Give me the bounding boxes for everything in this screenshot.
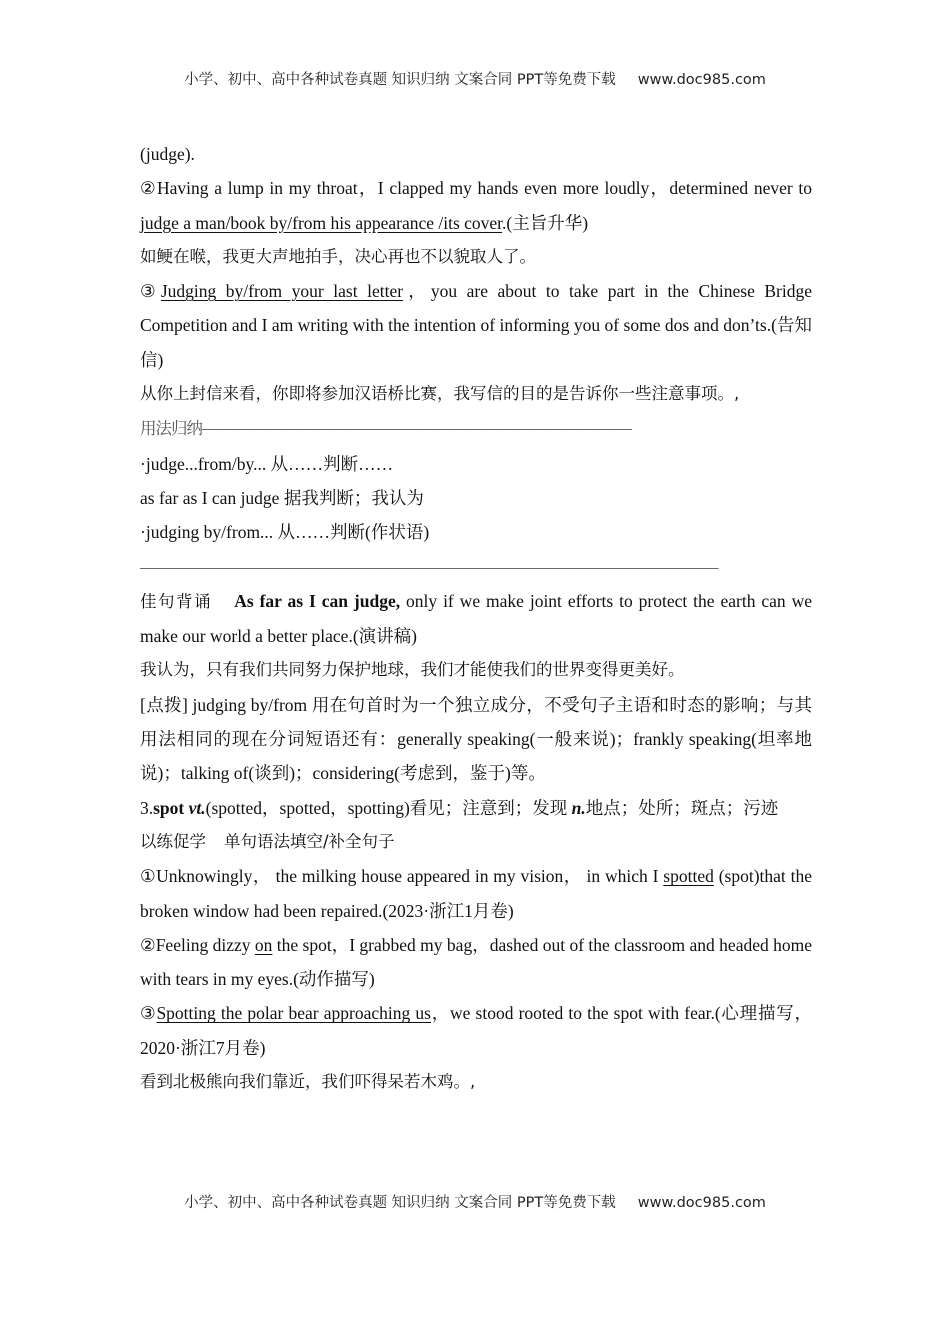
text: ，we stood rooted to the spot with fear.(心理描写，2020·浙江7月卷) (140, 1003, 812, 1058)
vocab-entry-spot (140, 791, 812, 825)
text: ②Having a lump in my throat，I clapped my hands even more loudly，determined never to (140, 178, 812, 199)
text: ①Unknowingly， the milking house appeared in my vision， in which I (140, 866, 664, 887)
model-sentence (140, 584, 812, 654)
answer: on (254, 934, 273, 955)
forms-meaning: (spotted，spotted，spotting)看见；注意到；发现 (205, 797, 572, 818)
example-sentence-2 (140, 171, 812, 240)
text: only if we make joint efforts to protect the earth can we make our world a better place.(演讲稿) (140, 590, 812, 647)
text: (judge). (140, 144, 195, 164)
practice-label: 以练促学 (140, 831, 206, 851)
footer-url: www.doc985.com (637, 1195, 766, 1211)
text: the spot，I grabbed my bag，dashed out of the classroom and headed home with tears in my eyes.(动作描写) (140, 934, 812, 990)
header-url: www.doc985.com (637, 72, 766, 88)
answer: Spotting the polar bear approaching us (156, 1003, 431, 1024)
bold-phrase: As far as I can judge, (234, 590, 401, 611)
text: (spot)that the broken window had been repaired.(2023·浙江1月卷) (140, 866, 812, 921)
answer: spotted (663, 866, 714, 887)
usage-item-3: ·judging by/from... 从……判断(作状语) (140, 522, 430, 543)
headword: spot (153, 797, 185, 818)
page-header (0, 68, 950, 89)
model-translation: 我认为，只有我们共同努力保护地球，我们才能使我们的世界变得更美好。 (140, 660, 685, 680)
usage-summary-heading (140, 411, 812, 446)
text: ，you are about to take part in the Chinese Bridge Competition and I am writing with the intention of informing you of some dos and don’ts.(告知信) (140, 281, 812, 370)
usage-summary-title: 用法归纳 (140, 419, 202, 439)
model-sentence-label: 佳句背诵 (140, 591, 213, 611)
text: ③ (140, 281, 161, 302)
usage-item-1: ·judge...from/by... 从……判断…… (140, 453, 394, 474)
translation-2: 如鲠在喉，我更大声地拍手，决心再也不以貌取人了。 (140, 246, 536, 266)
practice-heading (140, 825, 812, 859)
text: ③ (140, 1003, 157, 1024)
underlined-answer: Judging by/from your last letter (160, 281, 404, 302)
noun-meaning: 地点；处所；斑点；污迹 (585, 797, 779, 818)
document-body (140, 137, 812, 1099)
exercise-3 (140, 996, 812, 1065)
header-text: 小学、初中、高中各种试卷真题 知识归纳 文案合同 PPT等免费下载 (184, 72, 616, 88)
dash-rule: —————————————————————————— (202, 418, 631, 439)
practice-instruction: 单句语法填空/补全句子 (224, 831, 395, 851)
pos-vt: vt. (188, 797, 206, 818)
translation-3: 从你上封信来看，你即将参加汉语桥比赛，我写信的目的是告诉你一些注意事项。, (140, 384, 740, 404)
tip-paragraph: [点拨] judging by/from 用在句首时为一个独立成分，不受句子主语和时态的影响；与其用法相同的现在分词短语还有：generally speaking(一般来说)；frankly speaking(坦率地说)；talking of(谈到)；considering(考虑到，鉴于)等。 (140, 694, 812, 784)
usage-item-2: as far as I can judge 据我判断；我认为 (140, 487, 424, 508)
text: ②Feeling dizzy (140, 934, 255, 955)
text: .(主旨升华) (502, 212, 589, 233)
exercise-2 (140, 928, 812, 997)
exercise-1 (140, 859, 812, 928)
example-sentence-3 (140, 274, 812, 377)
underlined-answer: judge a man/book by/from his appearance /its cover (140, 212, 503, 233)
dash-divider: ——————————————————————————————————— (140, 556, 718, 577)
pos-n: n. (571, 797, 586, 818)
footer-text: 小学、初中、高中各种试卷真题 知识归纳 文案合同 PPT等免费下载 (184, 1195, 616, 1211)
line-judge (140, 137, 812, 171)
exercise-3-translation: 看到北极熊向我们靠近，我们吓得呆若木鸡。, (140, 1072, 476, 1092)
entry-number: 3. (140, 797, 154, 818)
page-footer (0, 1191, 950, 1212)
